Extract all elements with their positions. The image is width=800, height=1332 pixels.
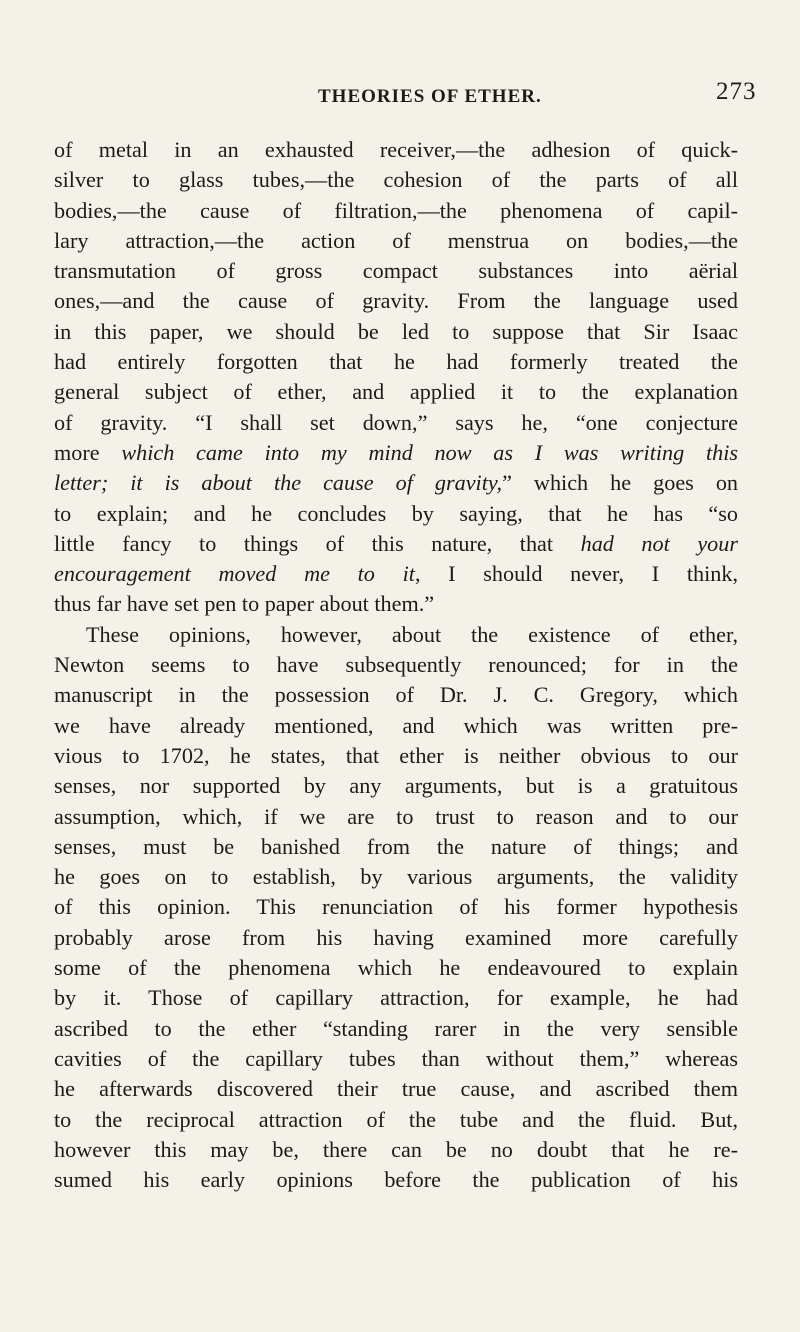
quoted-italic-text: had not your: [580, 530, 738, 556]
text-line: Newton seems to have subsequently renounced; for in the: [54, 652, 738, 678]
text-run: ” which he goes on: [502, 470, 738, 496]
text-line: [54, 559, 738, 589]
text-line: manuscript in the possession of Dr. J. C. Gregory, which: [54, 682, 738, 708]
text-line: lary attraction,—the action of menstrua on bodies,—the: [54, 227, 738, 253]
text-line: transmutation of gross compact substances into aërial: [54, 258, 738, 284]
quoted-italic-text: letter; it is about the cause of gravity,: [54, 470, 503, 496]
text-line: we have already mentioned, and which was written pre-: [54, 712, 738, 738]
text-line: senses, nor supported by any arguments, but is a gratuitous: [54, 773, 738, 799]
text-line: bodies,—the cause of filtration,—the phenomena of capil-: [54, 197, 738, 223]
text-line: of metal in an exhausted receiver,—the adhesion of quick-: [54, 137, 738, 162]
text-line: ones,—and the cause of gravity. From the language used: [54, 288, 738, 314]
text-line: probably arose from his having examined more carefully: [54, 924, 738, 950]
quoted-italic-text: encouragement moved me to it: [54, 561, 415, 587]
text-line: cavities of the capillary tubes than without them,” whereas: [54, 1045, 738, 1071]
text-line: to the reciprocal attraction of the tube and the fluid. But,: [54, 1106, 738, 1132]
text-line: had entirely forgotten that he had formerly treated the: [54, 349, 738, 375]
body-text: [54, 135, 738, 1195]
text-line: general subject of ether, and applied it to the explanation: [54, 379, 738, 405]
text-line: some of the phenomena which he endeavoured to explain: [54, 955, 738, 981]
text-line: [54, 438, 738, 468]
text-line: of this opinion. This renunciation of his former hypothesis: [54, 894, 738, 920]
text-line: senses, must be banished from the nature of things; and: [54, 833, 738, 859]
text-line: assumption, which, if we are to trust to reason and to our: [54, 803, 738, 829]
text-line: vious to 1702, he states, that ether is neither obvious to our: [54, 742, 738, 768]
text-line: to explain; and he concludes by saying, that he has “so: [54, 500, 738, 526]
text-line: sumed his early opinions before the publication of his: [54, 1167, 738, 1193]
text-line: ascribed to the ether “standing rarer in the very sensible: [54, 1015, 738, 1041]
text-line: however this may be, there can be no doubt that he re-: [54, 1136, 738, 1162]
page-number: 273: [716, 78, 757, 105]
page-header: [0, 78, 800, 116]
text-line: of gravity. “I shall set down,” says he, “one conjecture: [54, 409, 738, 435]
text-run: more: [54, 439, 122, 465]
text-run: little fancy to things of this nature, that: [54, 530, 581, 556]
running-head: THEORIES OF ETHER.: [318, 86, 542, 107]
text-line: [54, 468, 738, 498]
quoted-italic-text: which came into my mind now as I was writing this: [121, 439, 738, 465]
text-line: [54, 529, 738, 559]
text-line: in this paper, we should be led to suppose that Sir Isaac: [54, 318, 738, 344]
paragraph-end-line: thus far have set pen to paper about them.”: [54, 591, 435, 617]
text-line: by it. Those of capillary attraction, for example, he had: [54, 985, 738, 1011]
text-run: , I should never, I think,: [414, 561, 738, 587]
text-line: he goes on to establish, by various arguments, the validity: [54, 864, 738, 890]
text-line: he afterwards discovered their true cause, and ascribed them: [54, 1076, 738, 1102]
text-line: silver to glass tubes,—the cohesion of the parts of all: [54, 167, 738, 193]
paragraph-start-line: These opinions, however, about the existence of ether,: [86, 621, 738, 647]
